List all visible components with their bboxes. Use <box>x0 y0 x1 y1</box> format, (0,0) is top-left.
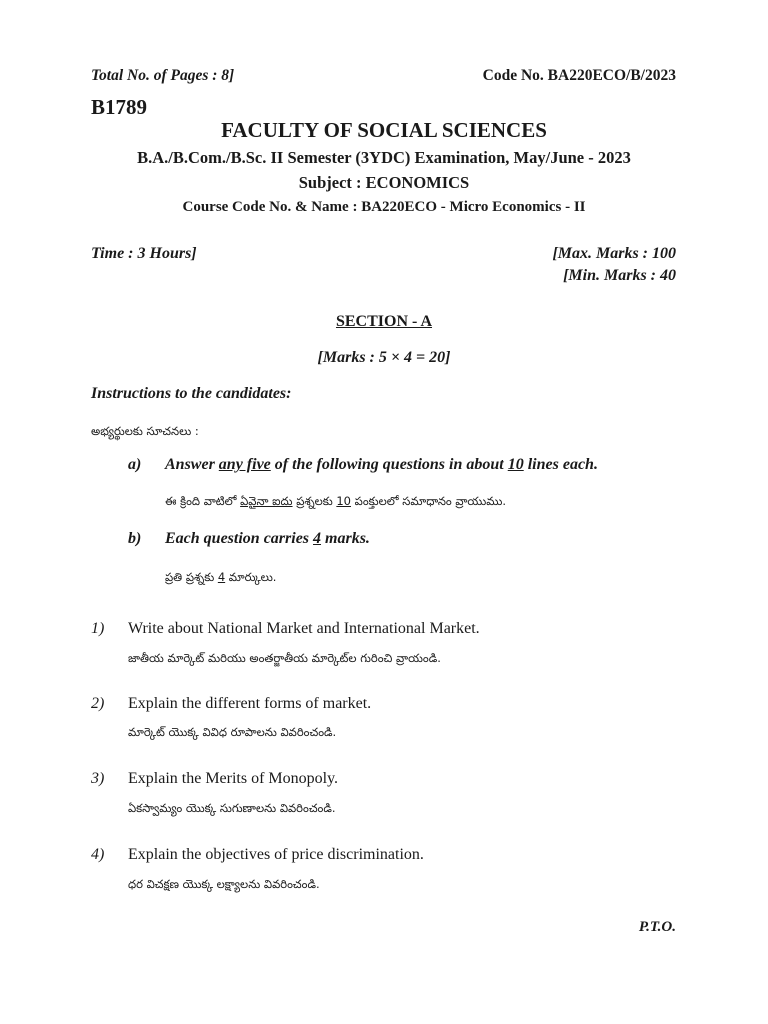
exam-title: B.A./B.Com./B.Sc. II Semester (3YDC) Examination, May/June - 2023 <box>137 148 631 167</box>
question-3-number: 3) <box>91 770 105 787</box>
paper-id: B1789 <box>91 95 148 119</box>
subject-title: Subject : ECONOMICS <box>298 173 470 192</box>
instruction-b-label: b) <box>128 530 142 547</box>
section-marks: [Marks : 5 × 4 = 20] <box>317 349 451 366</box>
code-number: Code No. BA220ECO/B/2023 <box>482 67 676 84</box>
faculty-title: FACULTY OF SOCIAL SCIENCES <box>221 118 547 142</box>
instructions-heading: Instructions to the candidates: <box>91 385 292 402</box>
instruction-b-telugu: ప్రతి ప్రశ్నకు 4 మార్కులు. <box>165 570 277 584</box>
min-marks: [Min. Marks : 40 <box>563 267 676 284</box>
instructions-heading-telugu: అభ్యర్థులకు సూచనలు : <box>91 424 199 438</box>
instruction-a-telugu: ఈ క్రింది వాటిలో ఏవైనా ఐదు ప్రశ్నలకు 10 పంక్తులలో సమాధానం వ్రాయుము. <box>165 494 507 508</box>
section-heading: SECTION - A <box>335 313 433 330</box>
question-4-telugu: ధర విచక్షణ యొక్క లక్ష్యాలను వివరించండి. <box>128 877 320 891</box>
question-2-telugu: మార్కెట్ యొక్క వివిధ రూపాలను వివరించండి. <box>128 725 337 739</box>
instruction-a-text: Answer any five of the following questions in about 10 lines each. <box>165 456 598 473</box>
instruction-b-text: Each question carries 4 marks. <box>165 530 370 547</box>
question-1-telugu: జాతీయ మార్కెట్ మరియు అంతర్జాతీయ మార్కెట్‌ల గురించి వ్రాయండి. <box>128 651 441 665</box>
max-marks: [Max. Marks : 100 <box>552 245 676 262</box>
question-2-text: Explain the different forms of market. <box>128 695 372 712</box>
question-4-text: Explain the objectives of price discrimination. <box>128 846 424 863</box>
question-1-number: 1) <box>91 620 105 637</box>
time-allowed: Time : 3 Hours] <box>91 245 197 262</box>
question-2-number: 2) <box>91 695 105 712</box>
question-3-text: Explain the Merits of Monopoly. <box>128 770 339 787</box>
question-4-number: 4) <box>91 846 105 863</box>
instruction-a-label: a) <box>128 456 142 473</box>
total-pages: Total No. of Pages : 8] <box>91 67 235 84</box>
question-3-telugu: ఏకస్వామ్యం యొక్క సుగుణాలను వివరించండి. <box>128 801 336 815</box>
course-title: Course Code No. & Name : BA220ECO - Micro Economics - II <box>182 199 586 215</box>
question-1-text: Write about National Market and International Market. <box>128 620 480 637</box>
page-turn-over: P.T.O. <box>638 919 676 935</box>
